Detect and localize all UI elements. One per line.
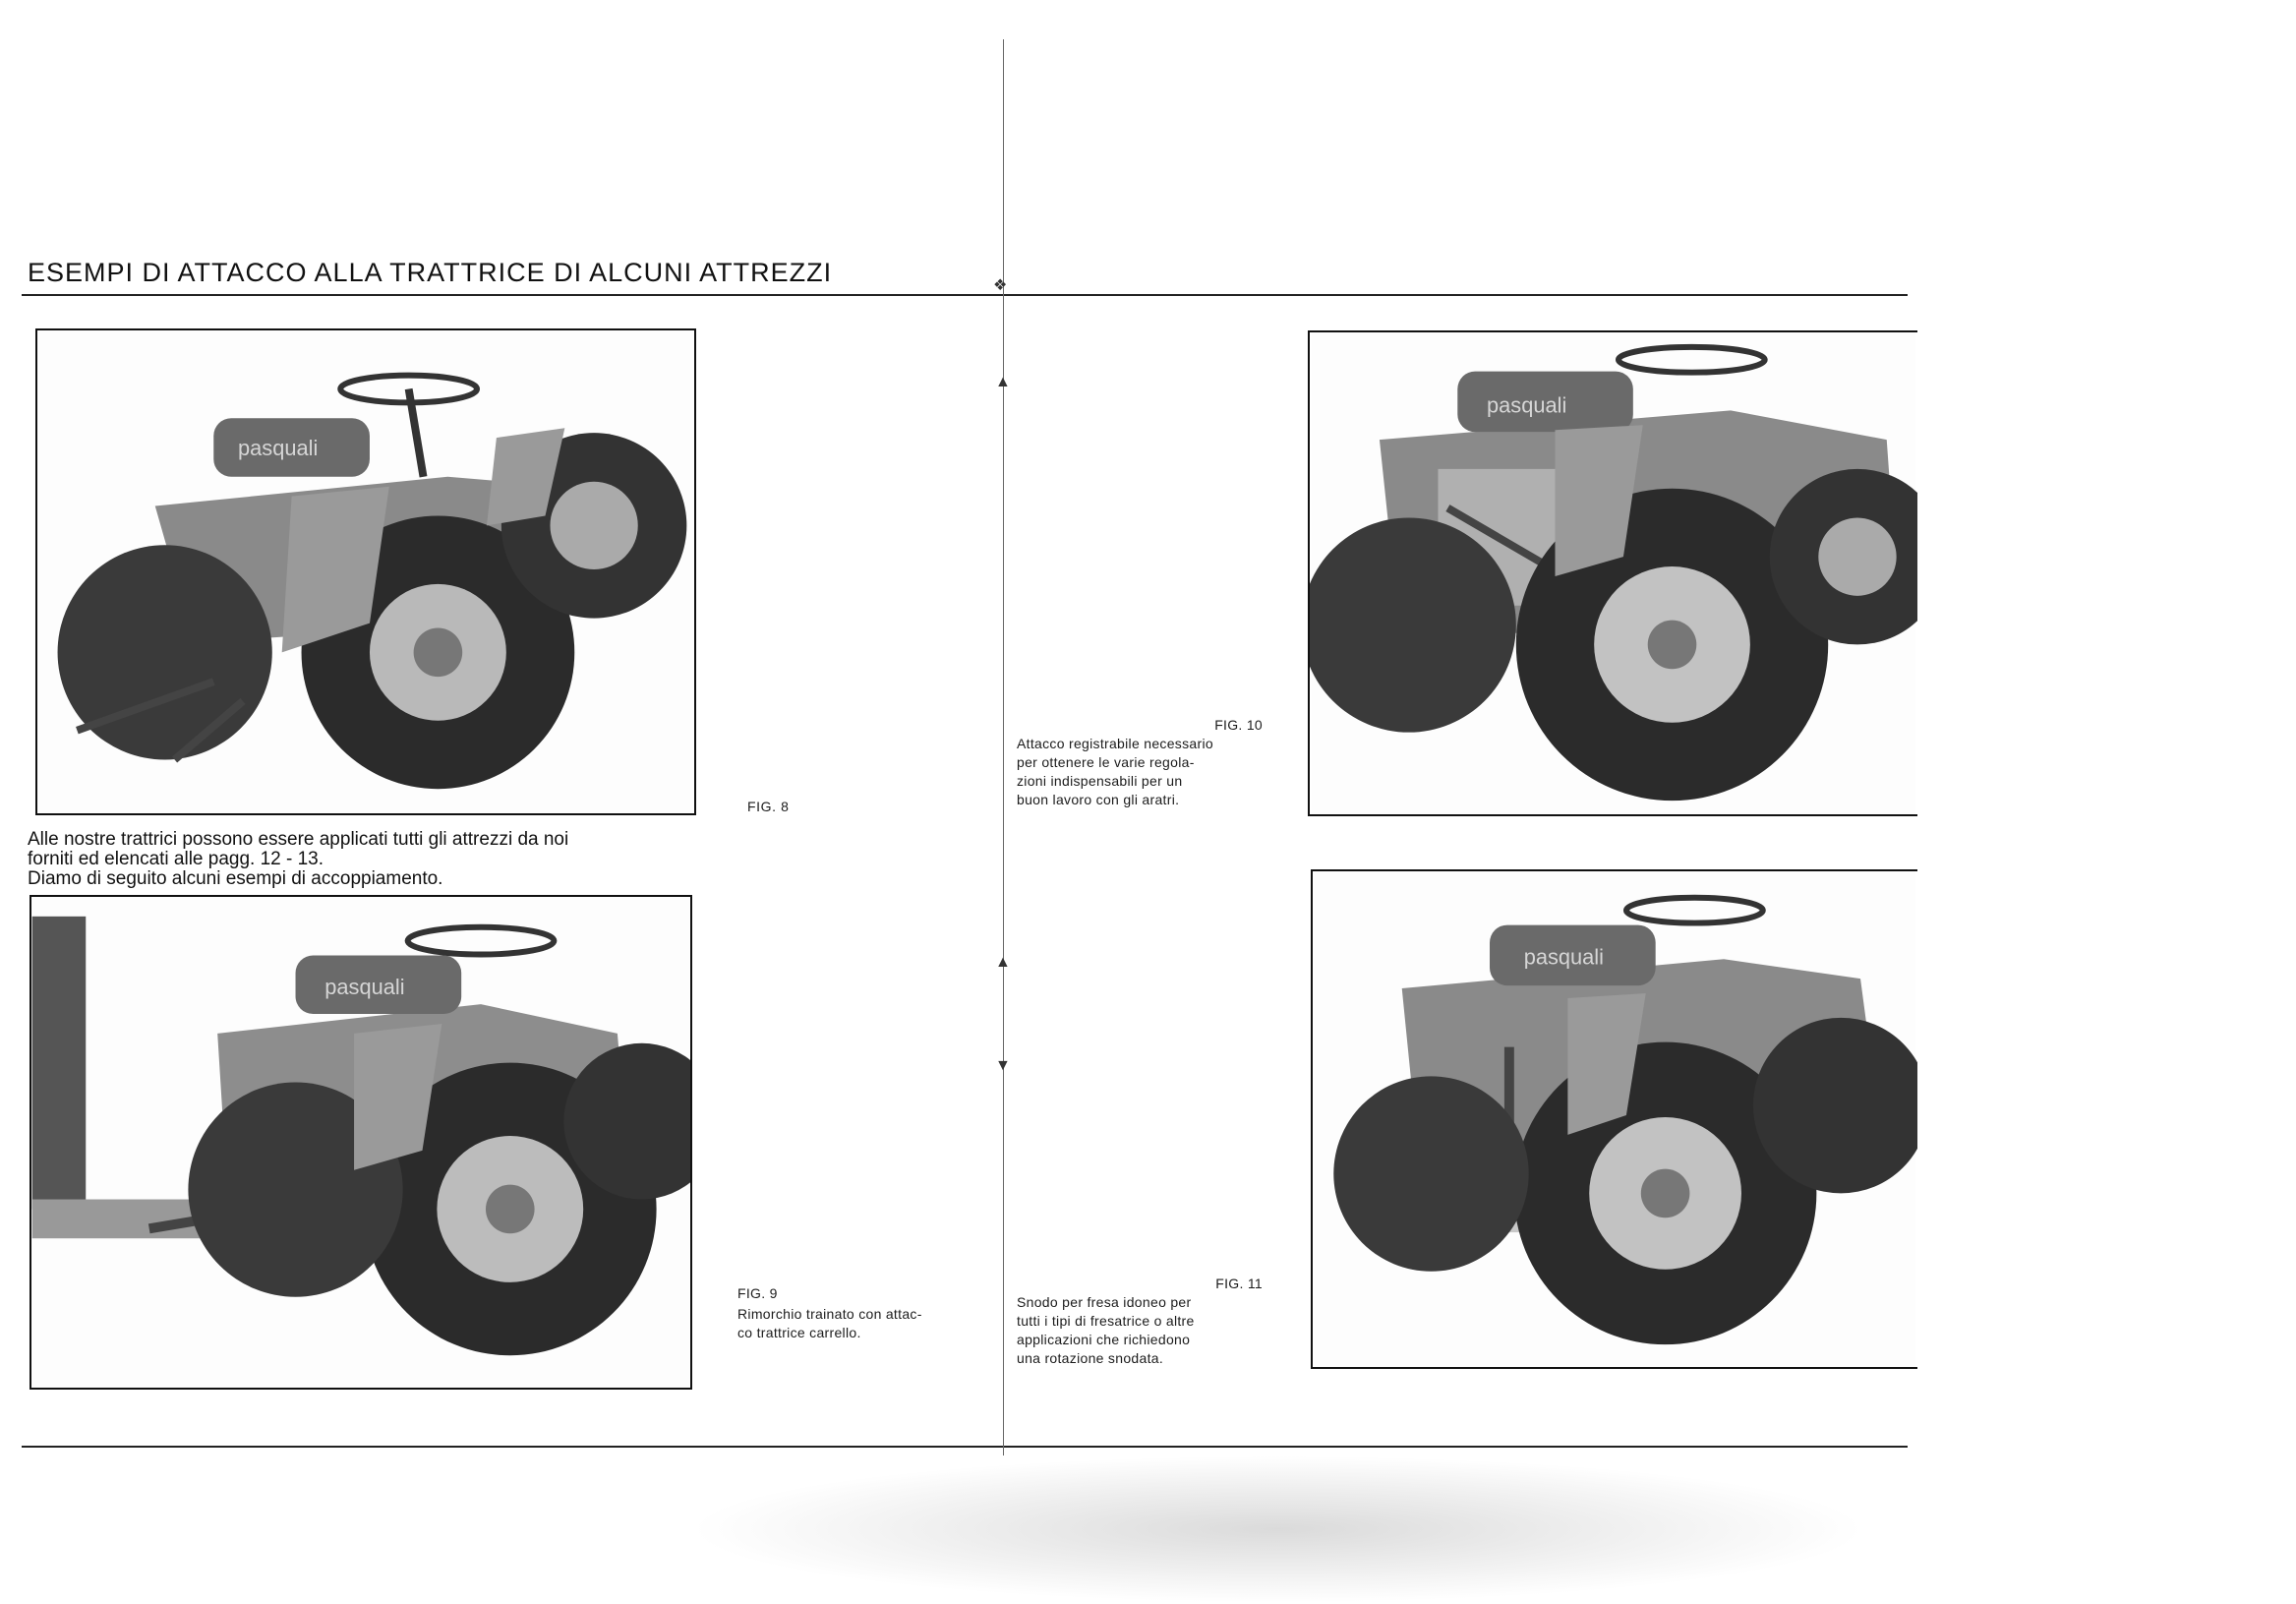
brand-plate: pasquali xyxy=(324,975,405,1000)
tractor-rotary-joint-icon xyxy=(1313,871,1917,1367)
figure-10-caption xyxy=(1017,716,1263,809)
figure-8-photo xyxy=(35,328,696,815)
figure-10-label: FIG. 10 xyxy=(1214,717,1263,733)
brand-plate: pasquali xyxy=(238,435,319,460)
bottom-rule xyxy=(22,1446,1908,1448)
top-rule xyxy=(22,294,1908,296)
intro-line: forniti ed elencati alle pagg. 12 - 13. xyxy=(28,849,324,869)
page-fold xyxy=(1003,39,1004,1455)
figure-11-photo xyxy=(1311,869,1917,1369)
binding-mark-icon: ❖ xyxy=(993,277,1008,294)
figure-10-photo xyxy=(1308,330,1917,816)
tractor-rear-icon xyxy=(37,330,694,813)
caption-line: co trattrice carrello. xyxy=(737,1325,861,1340)
figure-9-label: FIG. 9 xyxy=(737,1285,778,1301)
intro-line: Alle nostre trattrici possono essere applicati tutti gli attrezzi da noi xyxy=(28,829,569,850)
intro-text xyxy=(28,830,696,889)
brand-plate: pasquali xyxy=(1487,392,1567,418)
caption-line: zioni indispensabili per un xyxy=(1017,773,1183,789)
brand-plate: pasquali xyxy=(1523,944,1605,970)
figure-11-caption xyxy=(1017,1275,1263,1368)
caption-line: una rotazione snodata. xyxy=(1017,1350,1164,1366)
figure-8-label: FIG. 8 xyxy=(747,799,790,814)
binding-mark-icon: ▲ xyxy=(995,374,1011,390)
caption-line: buon lavoro con gli aratri. xyxy=(1017,792,1180,807)
caption-line: per ottenere le varie regola- xyxy=(1017,754,1195,770)
caption-line: Snodo per fresa idoneo per xyxy=(1017,1294,1192,1310)
tractor-plough-hitch-icon xyxy=(1310,332,1917,814)
figure-9-photo xyxy=(29,895,692,1390)
page-heading: ESEMPI DI ATTACCO ALLA TRATTRICE DI ALCUNI ATTREZZI xyxy=(28,258,833,287)
figure-9-caption xyxy=(737,1284,973,1342)
caption-line: Rimorchio trainato con attac- xyxy=(737,1306,922,1322)
binding-mark-icon: ▼ xyxy=(995,1057,1011,1074)
intro-line: Diamo di seguito alcuni esempi di accoppiamento. xyxy=(28,868,443,889)
figure-11-label: FIG. 11 xyxy=(1215,1276,1263,1291)
caption-line: tutti i tipi di fresatrice o altre xyxy=(1017,1313,1195,1329)
caption-line: Attacco registrabile necessario xyxy=(1017,736,1213,751)
scan-noise xyxy=(688,1455,1868,1603)
tractor-trailer-icon xyxy=(31,897,690,1388)
binding-mark-icon: ▲ xyxy=(995,954,1011,971)
caption-line: applicazioni che richiedono xyxy=(1017,1332,1191,1347)
